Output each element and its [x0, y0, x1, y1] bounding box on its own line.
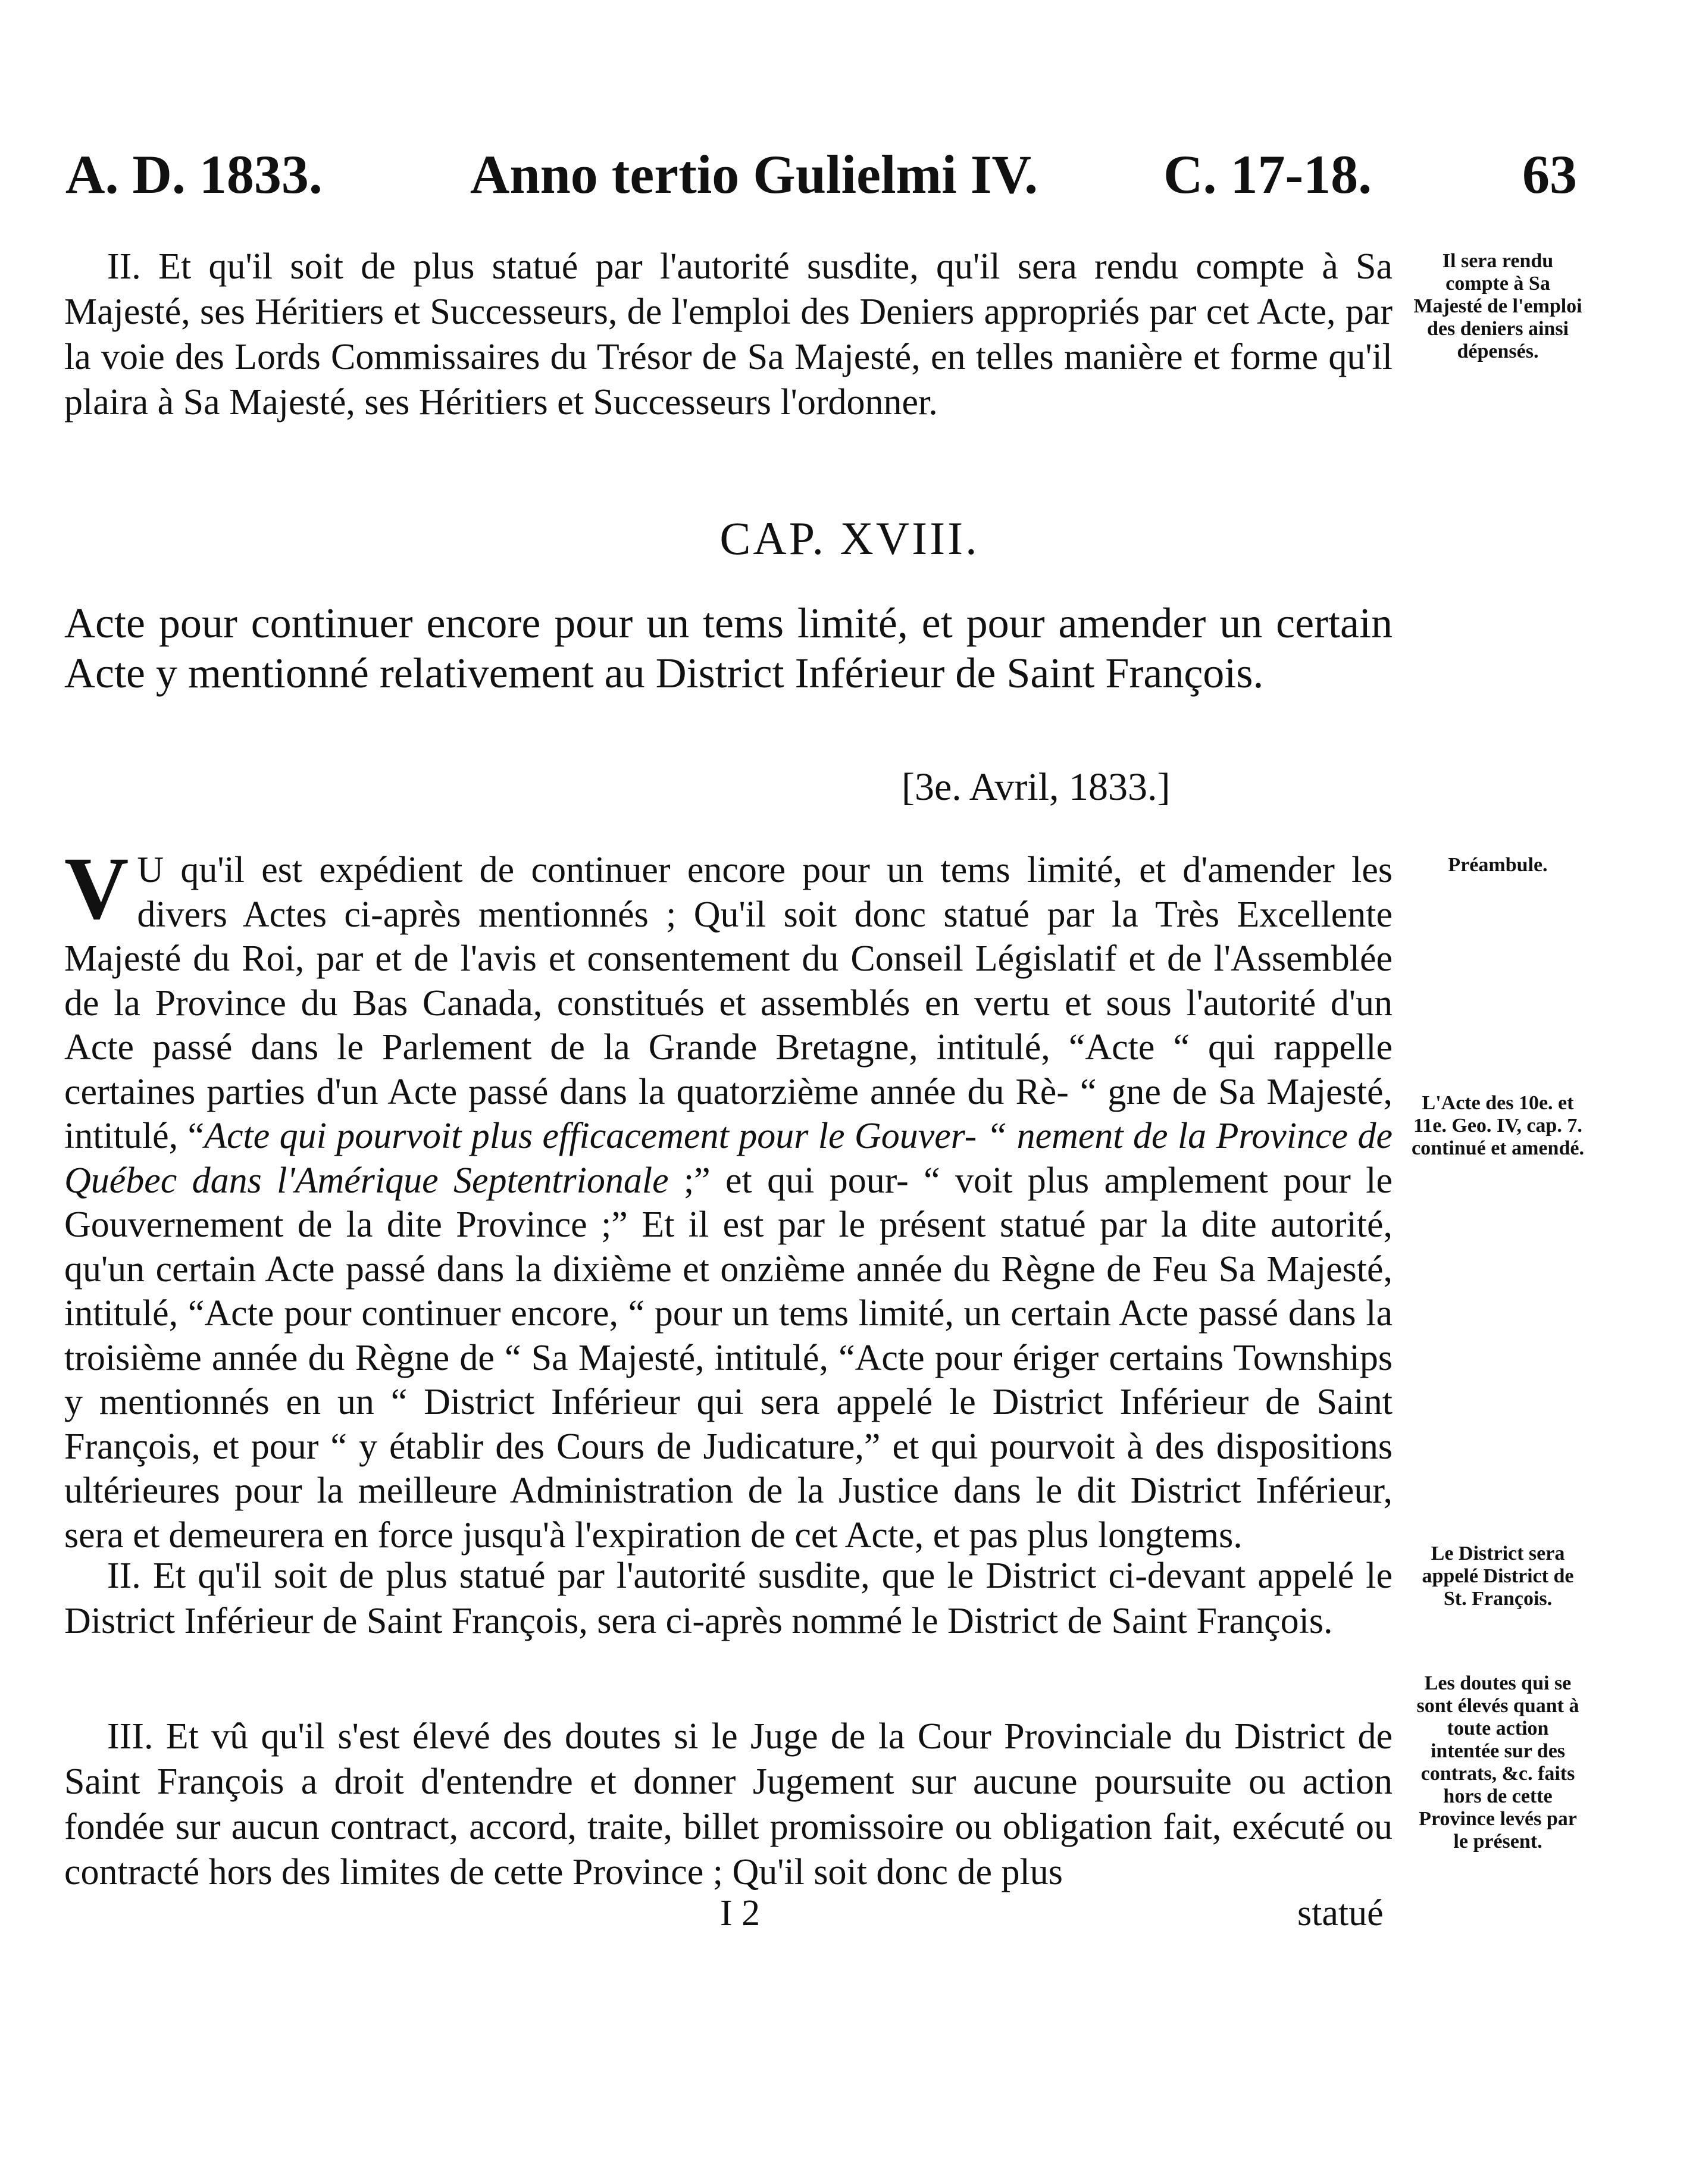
signature-mark: I 2: [720, 1893, 761, 1933]
header-chapter: C. 17-18.: [1163, 144, 1372, 205]
preamble-italic-title: Acte qui pourvoit plus efficacement pour le Gouver- “ nement de la Province de Québec dans l'Amérique Septentrionale: [64, 1116, 1393, 1201]
preamble-text-end: ;” et qui pour- “ voit plus amplement pour le Gouvernement de la dite Province ;” Et il est par le présent statué par la dite autorité, qu'un certain Acte passé dans la dixième et onzième année du Règne de Feu Sa Majesté, intitulé, “Acte pour continuer encore, “ pour un tems limité, un certain Acte passé dans la troisième année du Règne de “ Sa Majesté, intitulé, “Acte pour ériger certains Townships y mentionnés en un “ District Inférieur qui sera appelé le District Inférieur de Saint François, et pour “ y établir des Cours de Judicature,” et qui pourvoit à des dispositions ultérieures pour la meilleure Administration de la Justice dans le dit District Inférieur, sera et demeurera en force jusqu'à l'expiration de cet Acte, et pas plus longtems.: [64, 1160, 1393, 1556]
preamble-paragraph: [64, 839, 1393, 1557]
margin-note-doubts: Les doutes qui se sont élevés quant à toute action intentée sur des contrats, &c. faits hors de cette Province levés par le présent.: [1416, 1672, 1579, 1853]
act-title: Acte pour continuer encore pour un tems limité, et pour amender un certain Acte y mentionné relativement au District Inférieur de Saint François.: [64, 599, 1393, 697]
act-date: [3e. Avril, 1833.]: [902, 765, 1171, 809]
section-2: [64, 1553, 1393, 1644]
running-header: [65, 143, 1577, 208]
page-number: 63: [1522, 144, 1577, 205]
margin-note-accounting: Il sera rendu compte à Sa Majesté de l'emploi des deniers ainsi dépensés.: [1413, 250, 1582, 362]
header-year: A. D. 1833.: [65, 144, 323, 205]
chapter-heading: CAP. XVIII.: [719, 512, 980, 564]
margin-note-act-continued: L'Acte des 10e. et 11e. Geo. IV, cap. 7. continué et amendé.: [1412, 1092, 1584, 1159]
margin-note-district-name: Le District sera appelé District de St. François.: [1422, 1542, 1574, 1610]
preamble: [64, 839, 1393, 1557]
section-text: II. Et qu'il soit de plus statué par l'autorité susdite, que le District ci-devant appelé le District Inférieur de Saint François, sera ci-après nommé le District de Saint François.: [64, 1556, 1393, 1641]
header-title: Anno tertio Gulielmi IV.: [470, 144, 1038, 205]
preamble-text-start: U qu'il est expédient de continuer encore pour un tems limité, et d'amender les divers Actes ci-après mentionnés ; Qu'il soit donc statué par la Très Excellente Majesté du Roi, par et de l'avis et consentement du Conseil Législatif et de l'Assemblée de la Province du Bas Canada, constitués et assemblés en vertu et sous l'autorité d'un Acte passé dans le Parlement de la Grande Bretagne, intitulé, “Acte “ qui rappelle certaines parties d'un Acte passé dans la quatorzième année du Rè- “ gne de Sa Majesté, intitulé, “: [64, 850, 1393, 1156]
section-text: II. Et qu'il soit de plus statué par l'autorité susdite, qu'il sera rendu compte à Sa Majesté, ses Héritiers et Successeurs, de l'emploi des Deniers appropriés par cet Acte, par la voie des Lords Commissaires du Trésor de Sa Majesté, en telles manière et forme qu'il plaira à Sa Majesté, ses Héritiers et Successeurs l'ordonner.: [64, 246, 1393, 423]
drop-cap: V: [64, 839, 129, 938]
catchword: statué: [1297, 1893, 1384, 1933]
section-3: [64, 1714, 1393, 1895]
section-text: III. Et vû qu'il s'est élevé des doutes si le Juge de la Cour Provinciale du District de Saint François a droit d'entendre et donner Jugement sur aucune poursuite ou action fondée sur aucun contract, accord, traite, billet promissoire ou obligation fait, exécuté ou contracté hors des limites de cette Province ; Qu'il soit donc de plus: [64, 1716, 1393, 1892]
margin-note-preamble: Préambule.: [1448, 854, 1548, 876]
section-2-prev-chapter: [64, 244, 1393, 425]
